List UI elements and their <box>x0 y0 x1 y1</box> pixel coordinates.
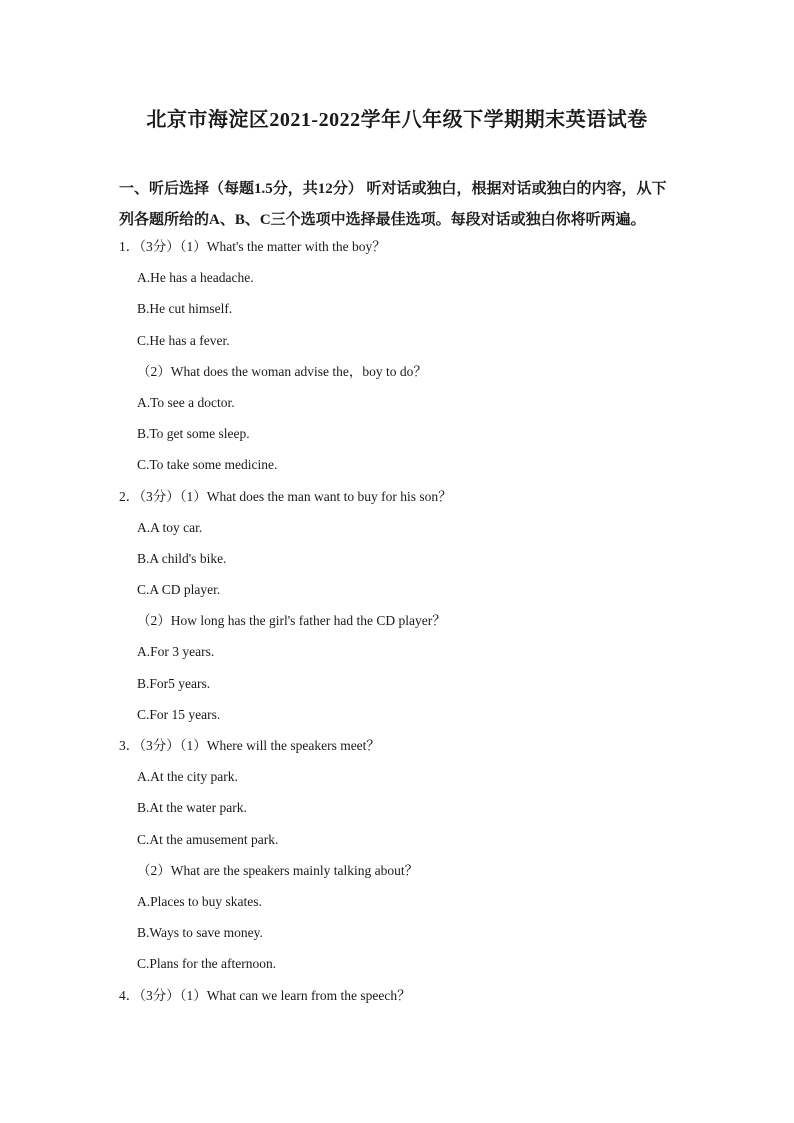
option-item: C.At the amusement park. <box>137 831 279 847</box>
option-item: C.For 15 years. <box>137 706 221 722</box>
question-stem: 2．（3分）（1）What does the man want to buy for his son？ <box>119 488 452 504</box>
option-item: A.Places to buy skates. <box>137 893 262 909</box>
option-item: B.Ways to save money. <box>137 925 263 941</box>
question-stem: 4．（3分）（1）What can we learn from the speech？ <box>119 987 411 1003</box>
exam-title: 北京市海淀区2021-2022学年八年级下学期期末英语试卷 <box>146 109 648 131</box>
option-item: A.To see a doctor. <box>137 394 235 410</box>
option-item: B.He cut himself. <box>137 301 233 317</box>
question-stem: 3．（3分）（1）Where will the speakers meet？ <box>119 738 380 753</box>
option-item: C.To take some medicine. <box>137 457 278 473</box>
section-heading: 一、听后选择（每题1.5分，共12分） 听对话或独白，根据对话或独白的内容，从下列各题所给的A、B、C三个选项中选择最佳选项。每段对话或独白你将听两遍。 <box>119 181 667 228</box>
sub-question-stem: （2）What does the woman advise the，boy to do？ <box>137 363 427 379</box>
sub-question-stem: （2）What are the speakers mainly talking about？ <box>137 862 419 878</box>
option-item: A.A toy car. <box>137 519 203 535</box>
question-list <box>119 236 679 1016</box>
option-item: B.For5 years. <box>137 675 211 691</box>
option-item: A.At the city park. <box>137 769 238 785</box>
option-item: C.A CD player. <box>137 582 221 598</box>
option-item: A.For 3 years. <box>137 644 215 660</box>
option-item: B.At the water park. <box>137 800 247 816</box>
option-item: A.He has a headache. <box>137 270 254 286</box>
option-item: C.He has a fever. <box>137 332 230 348</box>
option-item: B.To get some sleep. <box>137 426 250 442</box>
option-item: B.A child's bike. <box>137 550 227 566</box>
option-item: C.Plans for the afternoon. <box>137 956 277 972</box>
sub-question-stem: （2）How long has the girl's father had the CD player？ <box>137 613 446 629</box>
question-stem: 1．（3分）（1）What's the matter with the boy？ <box>119 239 386 254</box>
